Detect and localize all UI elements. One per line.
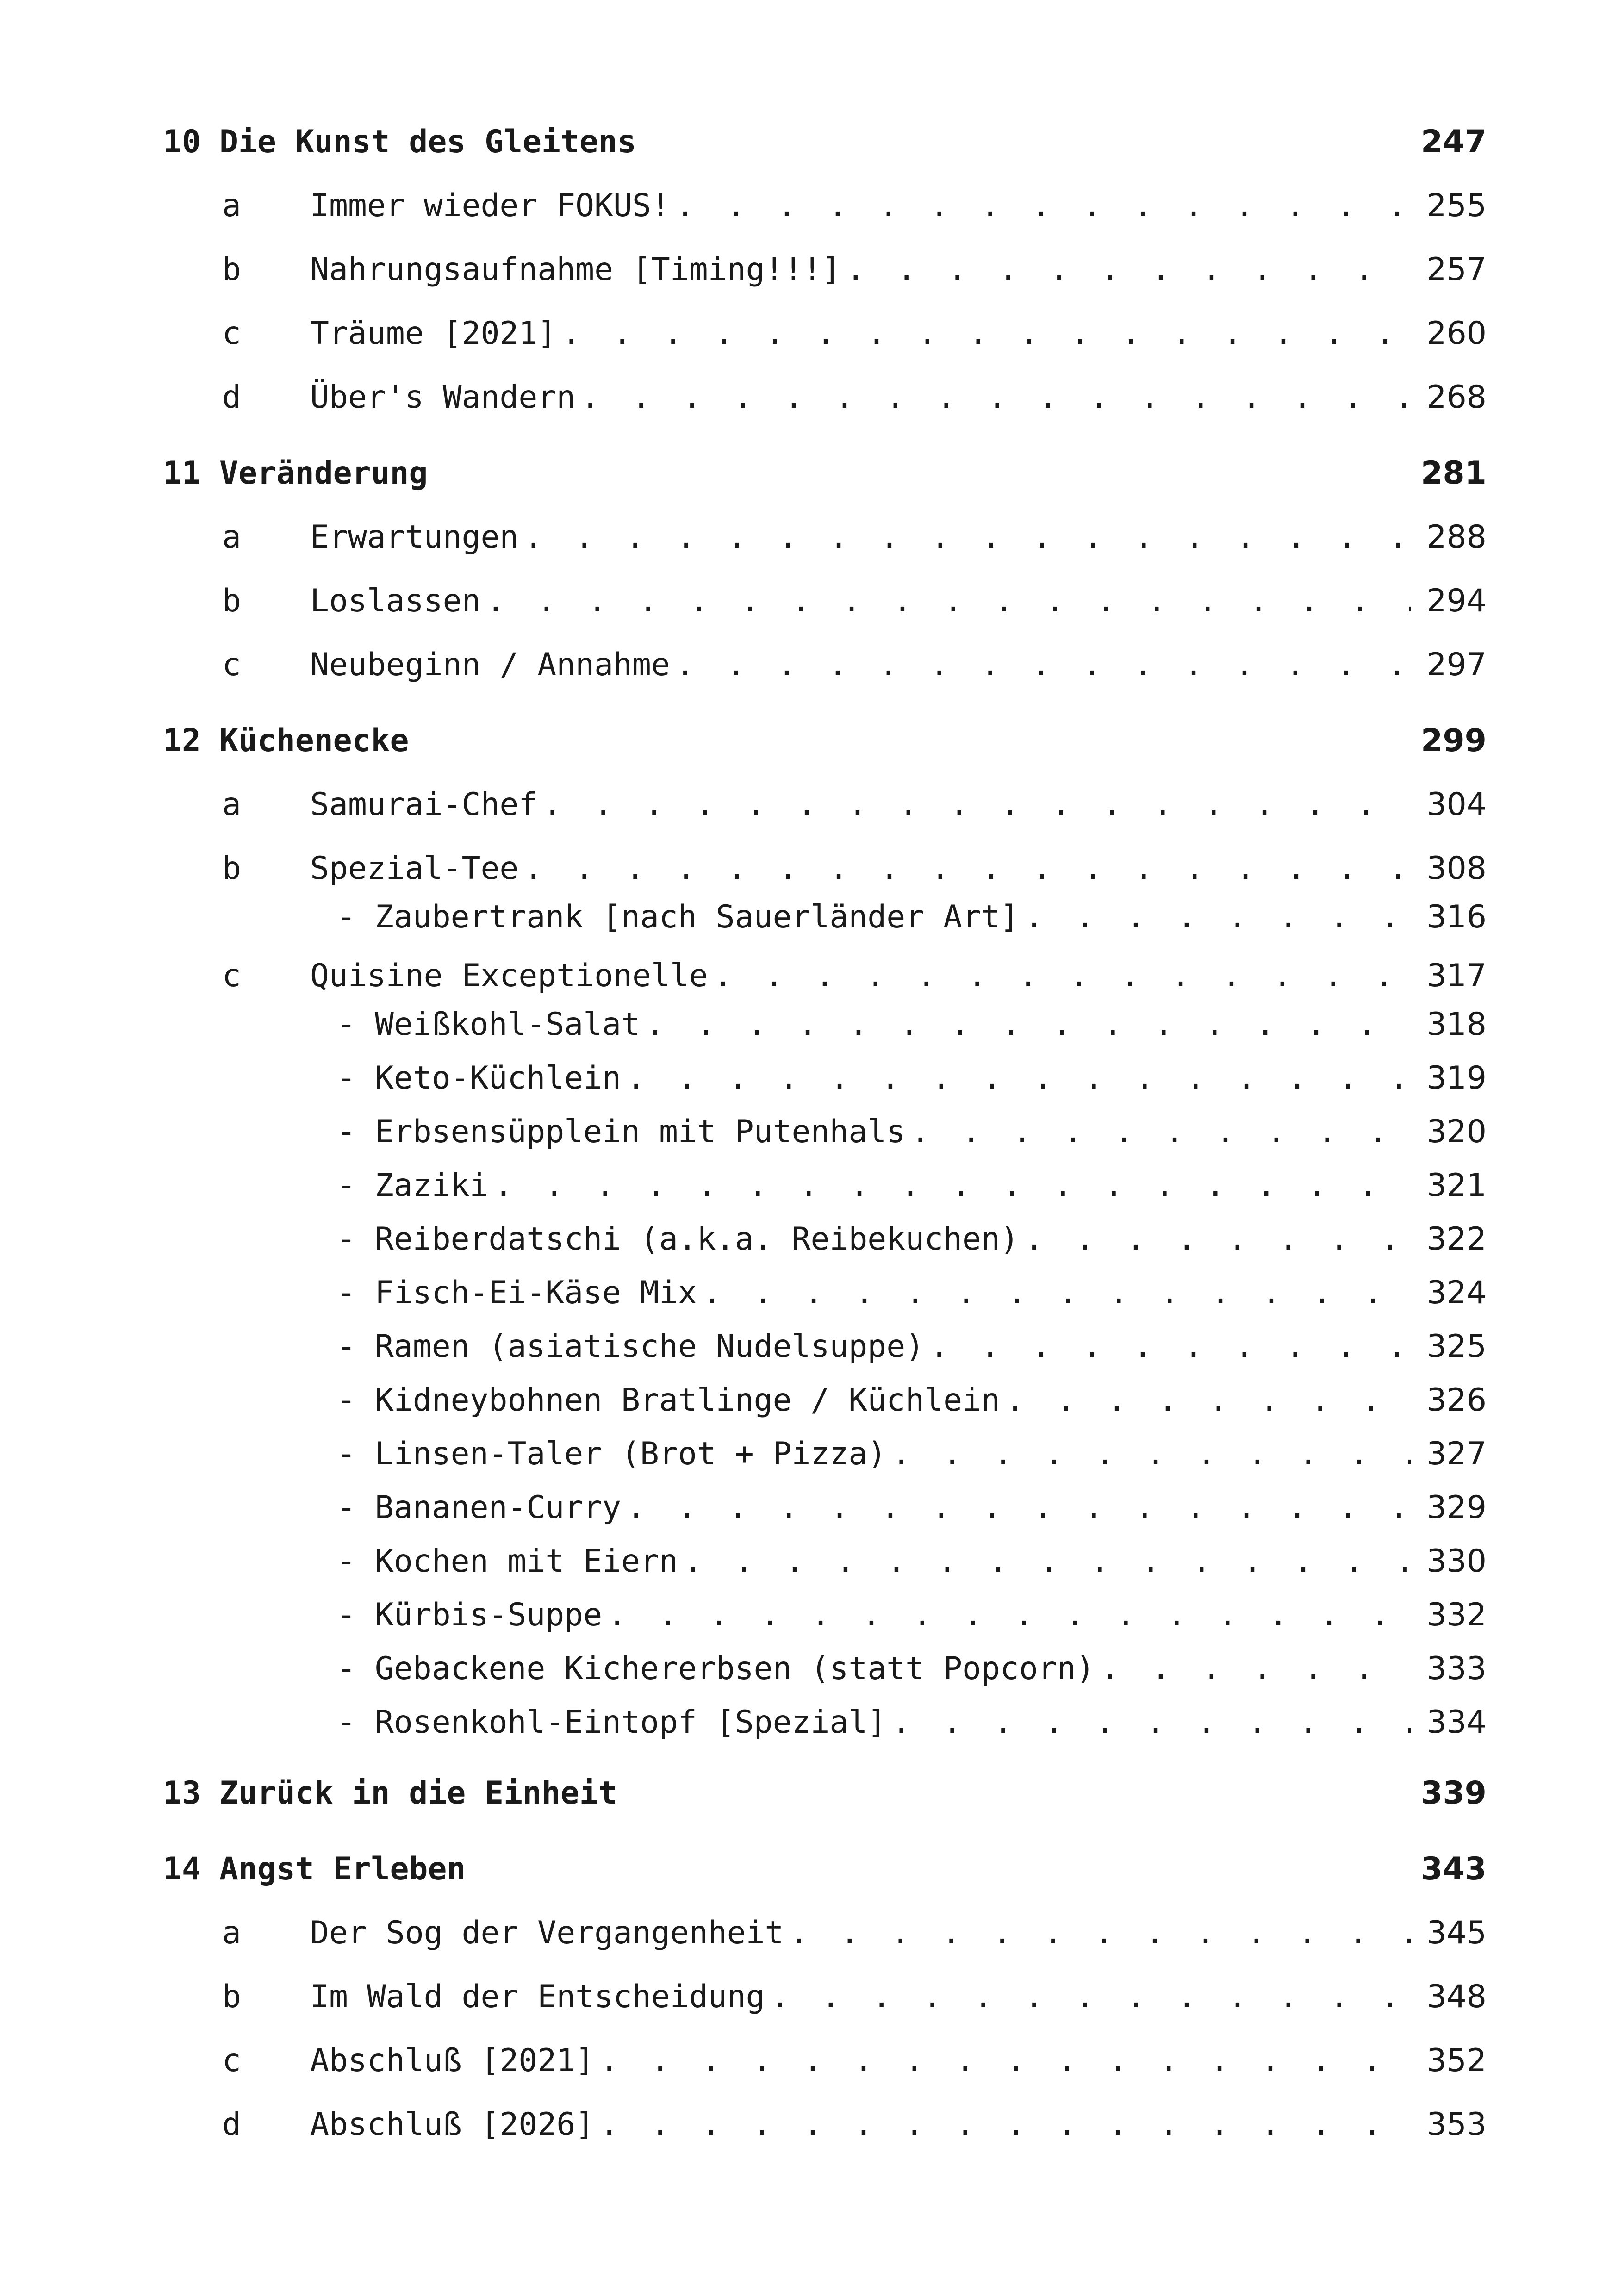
section-title: Loslassen: [310, 583, 481, 619]
dot-leader: [486, 569, 1411, 633]
subentry-title: - Reiberdatschi (a.k.a. Reibekuchen): [337, 1221, 1019, 1257]
toc-section[interactable]: [163, 569, 1487, 633]
dot-leader: [600, 2093, 1411, 2157]
dot-leader: [703, 1266, 1411, 1320]
subentry-title: - Kürbis-Suppe: [337, 1597, 603, 1633]
subentry-title: - Bananen-Curry: [337, 1489, 622, 1526]
chapter-title: Angst Erleben: [219, 1851, 466, 1887]
toc-section[interactable]: [163, 633, 1487, 697]
dot-leader: [846, 238, 1411, 302]
section-letter: b: [222, 850, 241, 887]
subentry-page: 332: [1426, 1597, 1487, 1633]
dot-leader: [892, 1427, 1411, 1481]
toc-subentry[interactable]: [163, 1213, 1487, 1266]
toc-chapter[interactable]: [163, 1837, 1487, 1901]
section-title: Neubeginn / Annahme: [310, 647, 670, 683]
subentry-page: 325: [1426, 1328, 1487, 1365]
subentry-page: 333: [1426, 1650, 1487, 1687]
section-letter: c: [222, 2042, 241, 2079]
toc-subentry[interactable]: [163, 890, 1487, 944]
section-title: Der Sog der Vergangenheit: [310, 1915, 784, 1951]
subentry-page: 324: [1426, 1275, 1487, 1311]
toc-subentry[interactable]: [163, 1696, 1487, 1749]
chapter-number: 14: [163, 1851, 201, 1887]
toc-section[interactable]: [163, 238, 1487, 302]
section-page: 257: [1426, 251, 1487, 288]
dot-leader: [892, 1696, 1411, 1749]
subentry-title: - Erbsensüpplein mit Putenhals: [337, 1114, 906, 1150]
chapter-title: Die Kunst des Gleitens: [219, 124, 636, 160]
section-page: 308: [1426, 850, 1487, 887]
toc-subentry[interactable]: [163, 998, 1487, 1052]
section-title: Über's Wandern: [310, 379, 576, 416]
toc-subentry[interactable]: [163, 1159, 1487, 1213]
dot-leader: [790, 1901, 1411, 1965]
toc-section[interactable]: [163, 174, 1487, 238]
section-title: Quisine Exceptionelle: [310, 958, 708, 994]
section-letter: a: [222, 187, 241, 224]
subentry-title: - Gebackene Kichererbsen (statt Popcorn): [337, 1650, 1095, 1687]
dot-leader: [581, 366, 1411, 429]
section-letter: b: [222, 251, 241, 288]
toc-subentry[interactable]: [163, 1266, 1487, 1320]
dot-leader: [1025, 890, 1411, 944]
toc-section[interactable]: [163, 2029, 1487, 2093]
dot-leader: [930, 1320, 1411, 1374]
section-page: 288: [1426, 519, 1487, 555]
section-title: Im Wald der Entscheidung: [310, 1979, 765, 2015]
dot-leader: [676, 174, 1411, 238]
dot-leader: [494, 1159, 1411, 1213]
subentry-title: - Weißkohl-Salat: [337, 1006, 641, 1043]
chapter-page: 299: [1421, 722, 1487, 759]
dot-leader: [676, 633, 1411, 697]
subentry-page: 326: [1426, 1382, 1487, 1419]
section-page: 348: [1426, 1979, 1487, 2015]
subentry-title: - Zaubertrank [nach Sauerländer Art]: [337, 899, 1019, 935]
toc-subentry[interactable]: [163, 1481, 1487, 1535]
section-letter: c: [222, 958, 241, 994]
section-title: Träume [2021]: [310, 315, 557, 352]
subentry-title: - Fisch-Ei-Käse Mix: [337, 1275, 697, 1311]
section-letter: c: [222, 315, 241, 352]
toc-section[interactable]: [163, 366, 1487, 429]
dot-leader: [684, 1535, 1411, 1588]
dot-leader: [1006, 1374, 1411, 1427]
chapter-number: 10: [163, 124, 201, 160]
section-page: 297: [1426, 647, 1487, 683]
toc-subentry[interactable]: [163, 1105, 1487, 1159]
section-letter: a: [222, 519, 241, 555]
section-page: 304: [1426, 786, 1487, 823]
section-page: 260: [1426, 315, 1487, 352]
section-title: Spezial-Tee: [310, 850, 519, 887]
toc-subentry[interactable]: [163, 1642, 1487, 1696]
chapter-page: 247: [1421, 124, 1487, 160]
chapter-number: 11: [163, 455, 201, 492]
toc-section[interactable]: [163, 302, 1487, 366]
chapter-title: Veränderung: [219, 455, 428, 492]
toc-chapter[interactable]: [163, 110, 1487, 174]
subentry-title: - Keto-Küchlein: [337, 1060, 622, 1096]
section-page: 268: [1426, 379, 1487, 416]
section-page: 255: [1426, 187, 1487, 224]
section-page: 294: [1426, 583, 1487, 619]
section-letter: d: [222, 2106, 241, 2143]
dot-leader: [627, 1052, 1411, 1105]
subentry-title: - Zaziki: [337, 1167, 489, 1204]
toc-subentry[interactable]: [163, 1320, 1487, 1374]
toc-section[interactable]: [163, 1901, 1487, 1965]
subentry-page: 318: [1426, 1006, 1487, 1043]
dot-leader: [524, 505, 1411, 569]
chapter-number: 13: [163, 1775, 201, 1811]
dot-leader: [562, 302, 1411, 366]
subentry-page: 330: [1426, 1543, 1487, 1580]
toc-subentry[interactable]: [163, 1427, 1487, 1481]
section-page: 345: [1426, 1915, 1487, 1951]
toc-subentry[interactable]: [163, 1535, 1487, 1588]
toc-subentry[interactable]: [163, 1588, 1487, 1642]
subentry-page: 321: [1426, 1167, 1487, 1204]
section-letter: d: [222, 379, 241, 416]
dot-leader: [627, 1481, 1411, 1535]
toc-subentry[interactable]: [163, 1052, 1487, 1105]
dot-leader: [646, 998, 1411, 1052]
table-of-contents: [163, 110, 1487, 2157]
section-letter: a: [222, 786, 241, 823]
toc-subentry[interactable]: [163, 1374, 1487, 1427]
dot-leader: [600, 2029, 1411, 2093]
dot-leader: [543, 773, 1411, 837]
section-letter: b: [222, 1979, 241, 2015]
subentry-title: - Kochen mit Eiern: [337, 1543, 678, 1580]
dot-leader: [911, 1105, 1411, 1159]
chapter-page: 343: [1421, 1851, 1487, 1887]
chapter-title: Küchenecke: [219, 722, 409, 759]
section-letter: b: [222, 583, 241, 619]
section-page: 352: [1426, 2042, 1487, 2079]
section-title: Erwartungen: [310, 519, 519, 555]
chapter-title: Zurück in die Einheit: [219, 1775, 617, 1811]
chapter-number: 12: [163, 722, 201, 759]
section-title: Immer wieder FOKUS!: [310, 187, 670, 224]
section-title: Samurai-Chef: [310, 786, 538, 823]
toc-chapter[interactable]: [163, 1761, 1487, 1825]
toc-chapter[interactable]: [163, 442, 1487, 505]
subentry-title: - Rosenkohl-Eintopf [Spezial]: [337, 1704, 887, 1741]
toc-chapter[interactable]: [163, 709, 1487, 773]
subentry-title: - Kidneybohnen Bratlinge / Küchlein: [337, 1382, 1000, 1419]
chapter-page: 281: [1421, 455, 1487, 492]
subentry-page: 329: [1426, 1489, 1487, 1526]
subentry-page: 334: [1426, 1704, 1487, 1741]
dot-leader: [608, 1588, 1411, 1642]
section-title: Abschluß [2021]: [310, 2042, 595, 2079]
section-letter: a: [222, 1915, 241, 1951]
section-page: 353: [1426, 2106, 1487, 2143]
chapter-page: 339: [1421, 1775, 1487, 1811]
dot-leader: [771, 1965, 1411, 2029]
toc-section[interactable]: [163, 773, 1487, 837]
dot-leader: [1025, 1213, 1411, 1266]
section-page: 317: [1426, 958, 1487, 994]
section-title: Nahrungsaufnahme [Timing!!!]: [310, 251, 841, 288]
toc-section[interactable]: [163, 1965, 1487, 2029]
subentry-title: - Linsen-Taler (Brot + Pizza): [337, 1436, 887, 1472]
section-title: Abschluß [2026]: [310, 2106, 595, 2143]
dot-leader: [1101, 1642, 1411, 1696]
subentry-page: 316: [1426, 899, 1487, 935]
section-letter: c: [222, 647, 241, 683]
toc-section[interactable]: [163, 505, 1487, 569]
subentry-title: - Ramen (asiatische Nudelsuppe): [337, 1328, 925, 1365]
subentry-page: 319: [1426, 1060, 1487, 1096]
subentry-page: 322: [1426, 1221, 1487, 1257]
subentry-page: 327: [1426, 1436, 1487, 1472]
toc-section[interactable]: [163, 2093, 1487, 2157]
subentry-page: 320: [1426, 1114, 1487, 1150]
